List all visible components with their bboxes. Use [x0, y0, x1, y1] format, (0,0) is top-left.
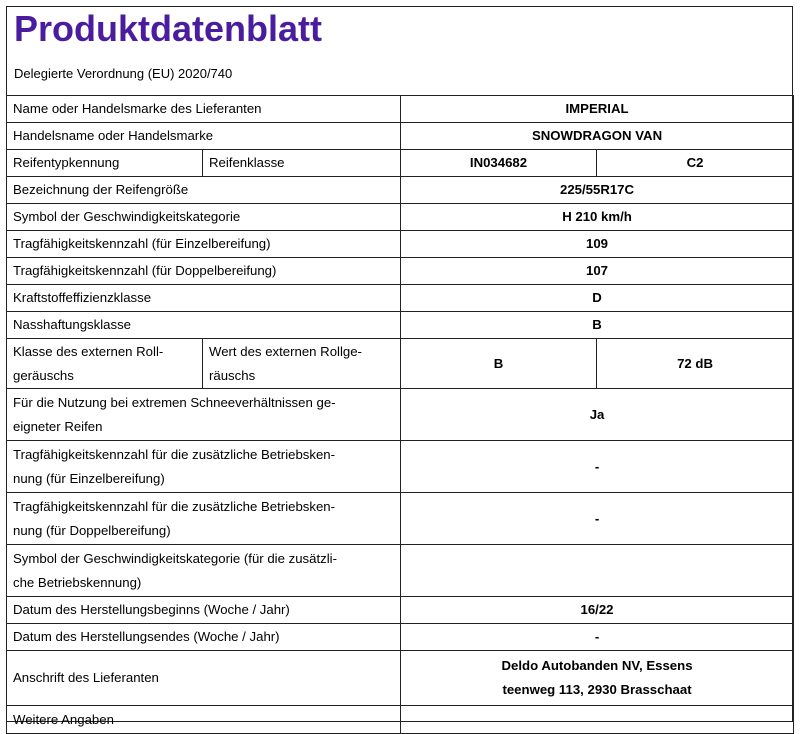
extra-speed-label-line2: che Betriebskennung) [13, 574, 142, 590]
row-speed [7, 204, 794, 231]
noise-class-value: B [401, 339, 597, 389]
row-fuel [7, 285, 794, 312]
tire-class-value: C2 [597, 150, 794, 177]
speed-label: Symbol der Geschwindigkeitskategorie [7, 204, 401, 231]
address-value-line1: Deldo Autobanden NV, Essens [501, 658, 693, 673]
noise-db-value: 72 dB [597, 339, 794, 389]
prod-start-label: Datum des Herstellungsbeginns (Woche / Jahr) [7, 597, 401, 624]
wet-label: Nasshaftungsklasse [7, 312, 401, 339]
size-label: Bezeichnung der Reifengröße [7, 177, 401, 204]
noise-class-label [7, 339, 203, 389]
extra-speed-value [401, 545, 794, 597]
regulation-subtitle: Delegierte Verordnung (EU) 2020/740 [14, 66, 233, 81]
address-value-line2: teenweg 113, 2930 Brasschaat [502, 682, 692, 697]
page-title: Produktdatenblatt [14, 8, 323, 49]
address-label: Anschrift des Lieferanten [7, 651, 401, 706]
row-extra-speed [7, 545, 794, 597]
extra-load-dual-label [7, 493, 401, 545]
row-size [7, 177, 794, 204]
noise-value-label-line2: räuschs [209, 367, 256, 383]
speed-value: H 210 km/h [401, 204, 794, 231]
extra-load-single-label [7, 441, 401, 493]
prod-end-value: - [401, 624, 794, 651]
extra-load-dual-value: - [401, 493, 794, 545]
row-type-id [7, 150, 794, 177]
snow-label-line2: eigneter Reifen [13, 418, 103, 434]
snow-label [7, 389, 401, 441]
row-load-dual [7, 258, 794, 285]
prod-start-value: 16/22 [401, 597, 794, 624]
row-trade-name [7, 123, 794, 150]
noise-value-label [203, 339, 401, 389]
trade-name-label: Handelsname oder Handelsmarke [7, 123, 401, 150]
tire-class-label: Reifenklasse [203, 150, 401, 177]
noise-class-label-line2: geräuschs [13, 367, 74, 383]
wet-value: B [401, 312, 794, 339]
row-extra-load-single [7, 441, 794, 493]
load-single-value: 109 [401, 231, 794, 258]
extra-load-dual-label-line1: Tragfähigkeitskennzahl für die zusätzliche Betriebsken- [13, 498, 336, 514]
extra-load-single-value: - [401, 441, 794, 493]
load-dual-label: Tragfähigkeitskennzahl (für Doppelbereifung) [7, 258, 401, 285]
size-value: 225/55R17C [401, 177, 794, 204]
trade-name-value: SNOWDRAGON VAN [401, 123, 794, 150]
row-supplier [7, 96, 794, 123]
extra-load-single-label-line2: nung (für Einzelbereifung) [13, 470, 165, 486]
snow-value: Ja [401, 389, 794, 441]
type-id-value: IN034682 [401, 150, 597, 177]
row-prod-end [7, 624, 794, 651]
row-noise [7, 339, 794, 389]
fuel-value: D [401, 285, 794, 312]
more-info-label: Weitere Angaben [7, 706, 401, 734]
row-address [7, 651, 794, 706]
noise-value-label-line1: Wert des externen Rollge- [209, 343, 362, 359]
extra-speed-label-line1: Symbol der Geschwindigkeitskategorie (für die zusätzli- [13, 550, 337, 566]
extra-load-single-label-line1: Tragfähigkeitskennzahl für die zusätzliche Betriebsken- [13, 446, 336, 462]
row-more-info [7, 706, 794, 734]
more-info-value [401, 706, 794, 734]
supplier-value: IMPERIAL [401, 96, 794, 123]
row-prod-start [7, 597, 794, 624]
product-data-table [6, 95, 794, 734]
supplier-label: Name oder Handelsmarke des Lieferanten [7, 96, 401, 123]
address-value [401, 651, 794, 706]
prod-end-label: Datum des Herstellungsendes (Woche / Jahr) [7, 624, 401, 651]
row-snow [7, 389, 794, 441]
load-single-label: Tragfähigkeitskennzahl (für Einzelbereifung) [7, 231, 401, 258]
snow-label-line1: Für die Nutzung bei extremen Schneeverhältnissen ge- [13, 394, 336, 410]
load-dual-value: 107 [401, 258, 794, 285]
extra-speed-label [7, 545, 401, 597]
row-load-single [7, 231, 794, 258]
noise-class-label-line1: Klasse des externen Roll- [13, 343, 164, 359]
row-wet [7, 312, 794, 339]
extra-load-dual-label-line2: nung (für Doppelbereifung) [13, 522, 171, 538]
type-id-label: Reifentypkennung [7, 150, 203, 177]
row-extra-load-dual [7, 493, 794, 545]
fuel-label: Kraftstoffeffizienzklasse [7, 285, 401, 312]
